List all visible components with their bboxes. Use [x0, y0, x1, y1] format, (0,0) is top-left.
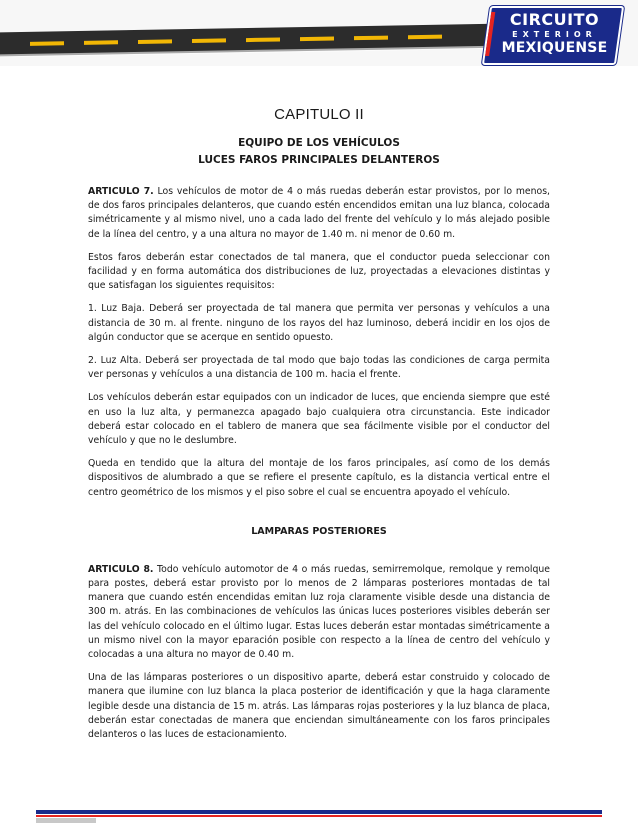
road-stripe [300, 37, 334, 42]
road-stripe [30, 41, 64, 46]
logo-line-2: EXTERIOR [512, 30, 597, 39]
logo-line-1: CIRCUITO [509, 10, 600, 29]
article-7-paragraph [88, 185, 550, 242]
logo-line-3: MEXIQUENSE [501, 40, 608, 56]
road-stripe [138, 39, 172, 44]
road-edge [0, 46, 500, 58]
circuito-exterior-mexiquense-logo [482, 6, 624, 65]
footer-mark [36, 818, 96, 823]
paragraph: Queda en tendido que la altura del montaje de los faros principales, así como de los demás dispositivos de alumbrado a que se refiere el presente capítulo, es la distancia vertical entre el centro geométrico de los mismos y el piso sobre el cual se encuentra apoyado el vehículo. [88, 458, 550, 498]
footer-rule-accent [36, 815, 602, 817]
article-7-label: ARTICULO 7. [88, 186, 154, 197]
article-8-paragraph [88, 563, 550, 662]
paragraph: 2. Luz Alta. Deberá ser proyectada de tal modo que bajo todas las condiciones de carga permita ver personas y vehículos a una distancia de 100 m. hacia el frente. [88, 355, 550, 381]
section-title-lamparas: LAMPARAS POSTERIORES [251, 525, 387, 537]
article-8-text: Todo vehículo automotor de 4 o más ruedas, semirremolque, remolque y remolque para postes, deberá estar provisto por lo menos de 2 lámparas posteriores montadas de tal manera que cuando estén encendidas emitan luz roja claramente visible desde una distancia de 300 m. atrás. En las combinaciones de vehículos las únicas luces posteriores visibles deberán ser las del vehículo colocado en el último lugar. Estas luces deberán estar montadas simétricamente a un mismo nivel con la mayor eparación posible con respecto a la línea de centro del vehículo y colocadas a una altura no mayor de 0.40 m. [88, 563, 551, 661]
article-8-label: ARTICULO 8. [88, 563, 154, 575]
section-subtitle-2: LUCES FAROS PRINCIPALES DELANTEROS [198, 154, 440, 166]
paragraph: Una de las lámparas posteriores o un dispositivo aparte, deberá estar construido y colocado de manera que ilumine con luz blanca la placa posterior de identificación y que la haga claramente legible desde una distancia de 15 m. atrás. Las lámparas rojas posteriores y la luz blanca de placa, deberán estar conectadas de manera que enciendan simultáneamente con los faros principales delanteros o las luces de estacionamiento. [88, 672, 550, 741]
road-stripe [408, 35, 442, 40]
logo-accent-bar [485, 12, 495, 56]
section-subtitle-1: EQUIPO DE LOS VEHÍCULOS [238, 137, 400, 149]
paragraph: 1. Luz Baja. Deberá ser proyectada de tal manera que permita ver personas y vehículos a una distancia de 30 m. al frente. ninguno de los rayos del haz luminoso, deberá incidir en los ojos de algún conductor que se acerque en sentido opuesto. [88, 303, 550, 343]
paragraph: Estos faros deberán estar conectados de tal manera, que el conductor pueda seleccionar con facilidad y en forma automática dos distribuciones de luz, proyectadas a elevaciones distintas y que satisfagan los siguientes requisitos: [88, 251, 550, 292]
header-banner [0, 0, 638, 66]
road-stripe [192, 38, 226, 43]
road-stripe [354, 36, 388, 41]
chapter-title: CAPITULO II [274, 106, 364, 123]
road-graphic [0, 24, 500, 57]
article-7-text: Los vehículos de motor de 4 o más ruedas deberán estar provistos, por lo menos, de dos faros principales delanteros, que cuando estén encendidos emitan una luz blanca, colocada simétricamente y al mismo nivel, uno a cada lado del frente del vehículo y lo más alejado posible de la línea del centro, y a una altura no mayor de 1.40 m. ni menor de 0.60 m. [88, 186, 551, 240]
road-stripe [246, 37, 280, 42]
document-body [88, 86, 550, 742]
footer-rule [36, 810, 602, 814]
road-stripe [84, 40, 118, 45]
paragraph: Los vehículos deberán estar equipados con un indicador de luces, que encienda siempre que esté en uso la luz alta, y permanezca apagado bajo cualquiera otra circunstancia. Este indicador deberá estar colocado en el tablero de manera que sea fácilmente visible por el conductor del vehículo y que no le deslumbre. [88, 392, 550, 447]
